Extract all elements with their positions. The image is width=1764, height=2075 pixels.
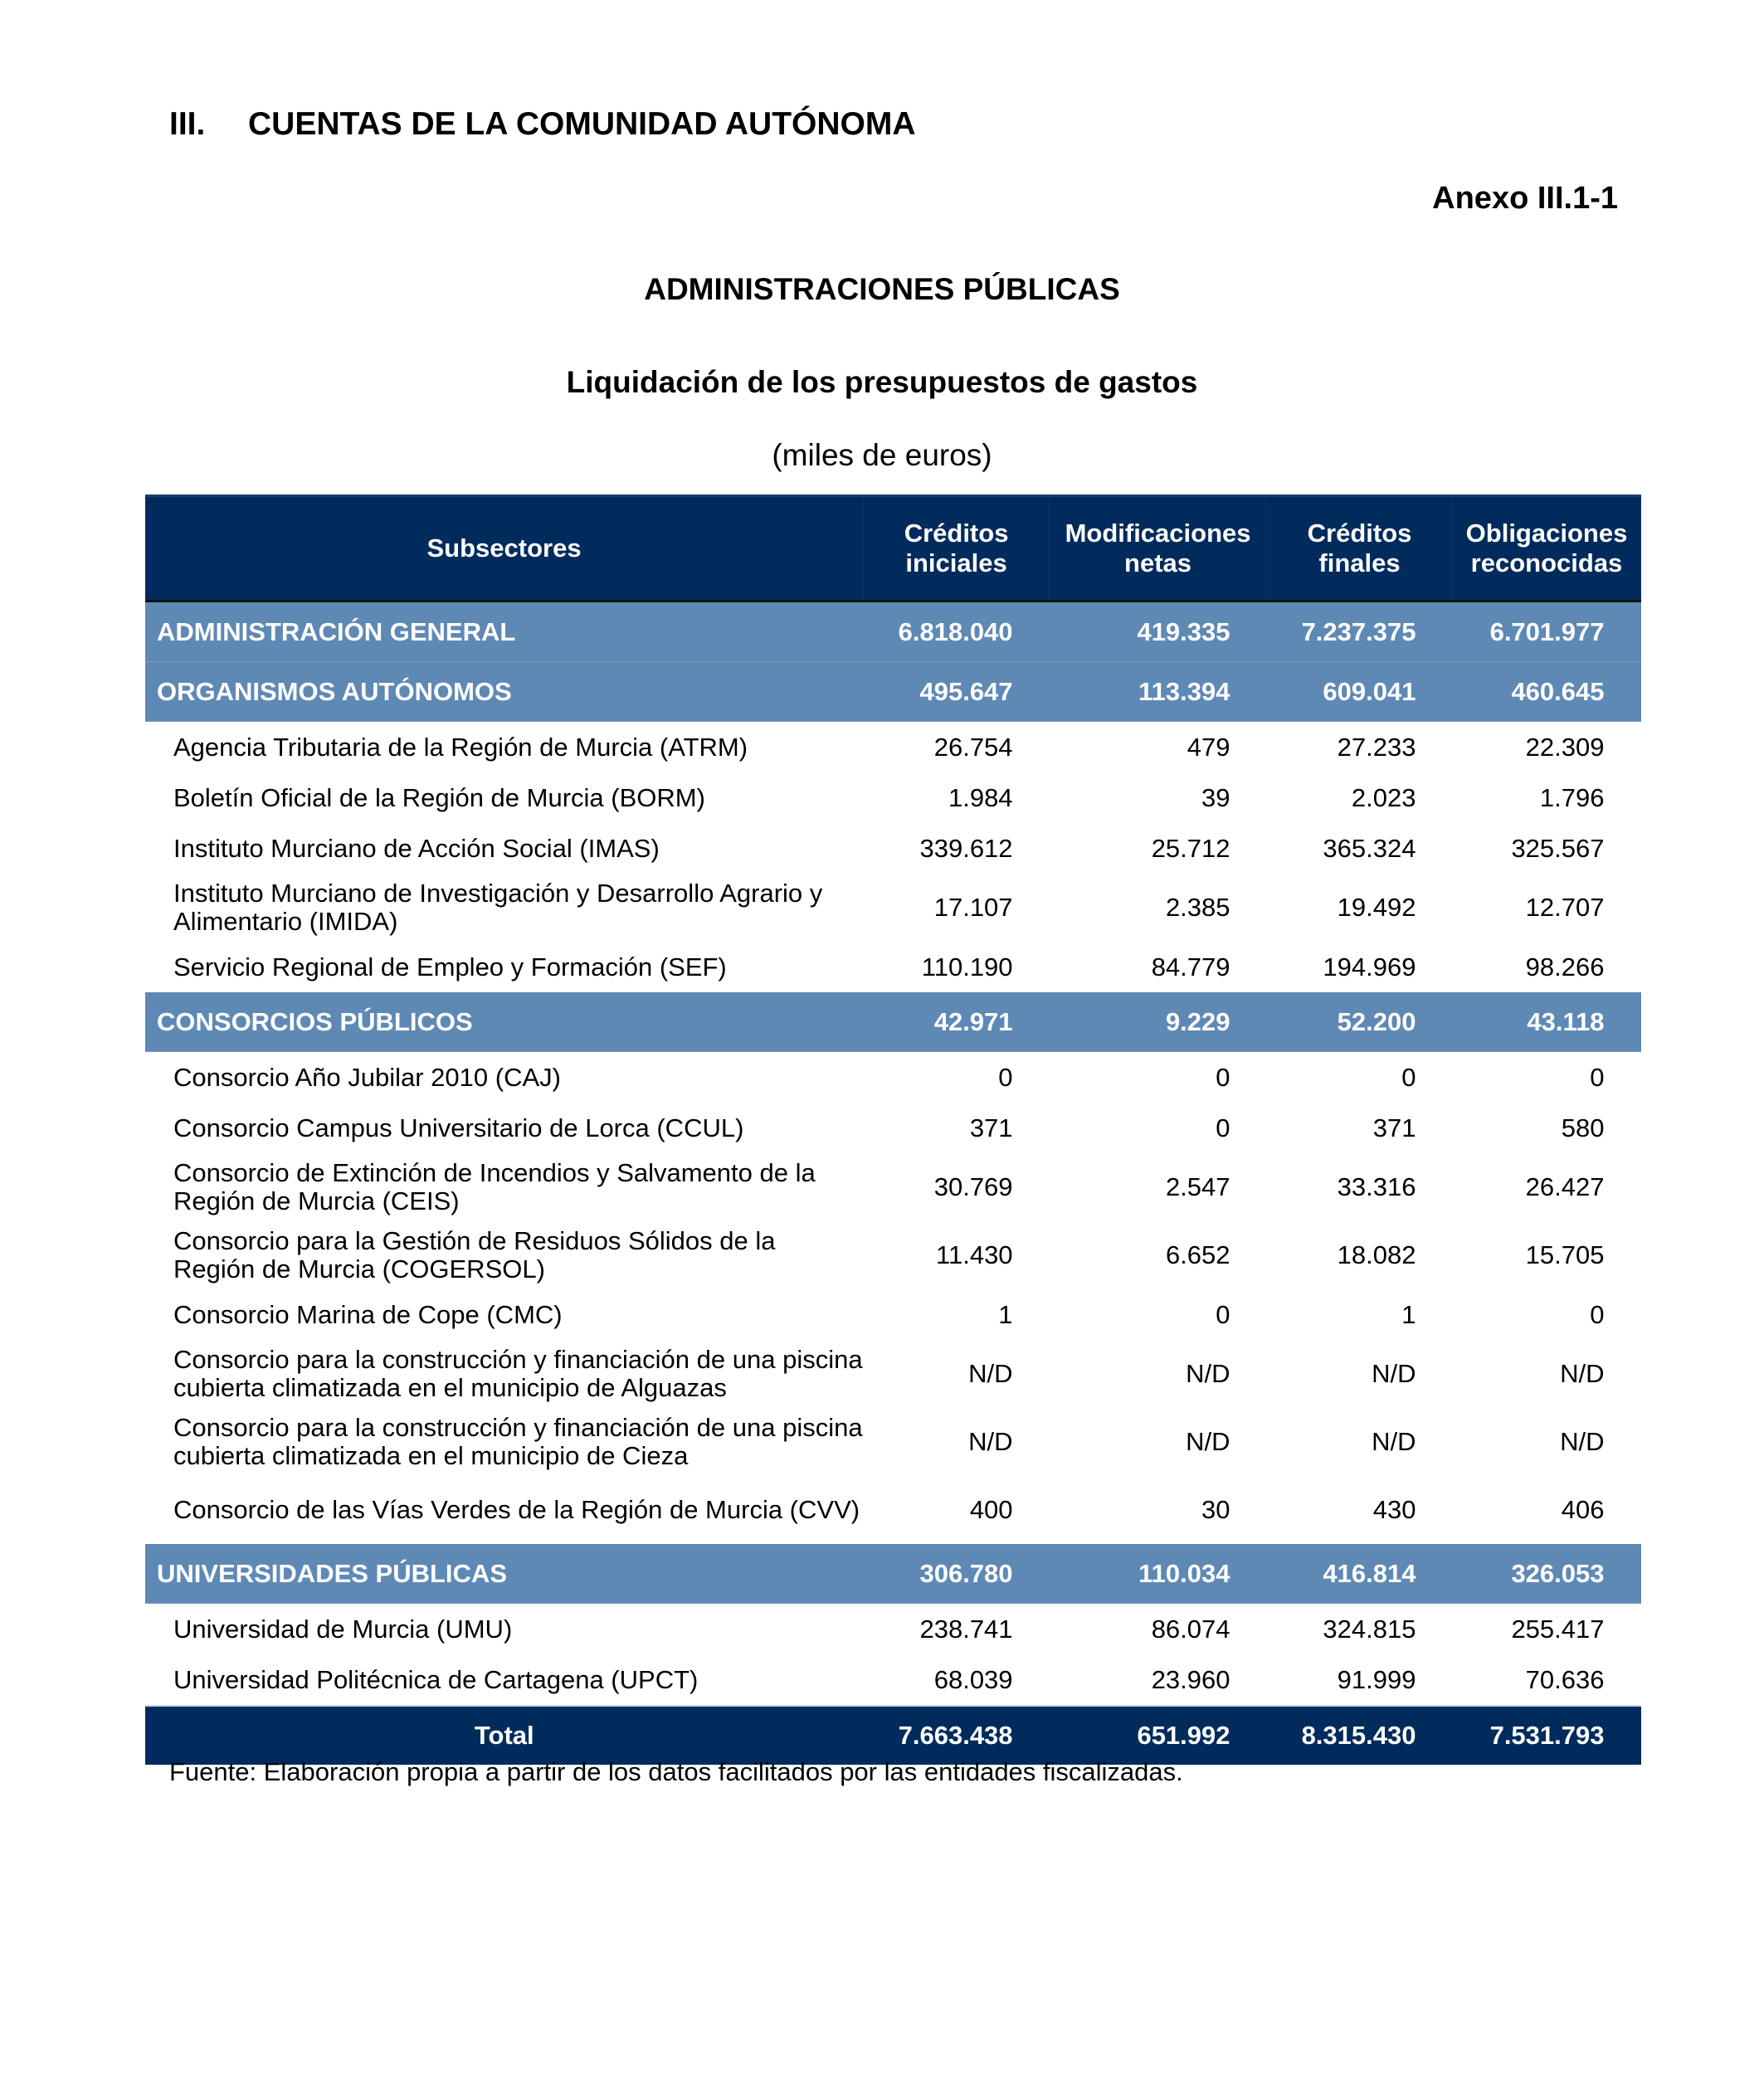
row-label: CONSORCIOS PÚBLICOS <box>145 992 864 1052</box>
row-value: 113.394 <box>1050 662 1267 722</box>
column-header: Créditos iniciales <box>864 496 1050 602</box>
column-header: Subsectores <box>145 496 864 602</box>
row-value: 86.074 <box>1151 1614 1230 1644</box>
row-value: 22.309 <box>1525 732 1605 762</box>
units-label: (miles de euros) <box>772 438 992 472</box>
row-label: ORGANISMOS AUTÓNOMOS <box>145 662 864 722</box>
row-value: 23.960 <box>1151 1664 1230 1694</box>
group-row <box>145 992 1641 1052</box>
row-value: 18.082 <box>1337 1240 1416 1269</box>
row-value: 43.118 <box>1452 992 1640 1052</box>
row-value: 1 <box>1401 1299 1416 1329</box>
row-value: 495.647 <box>864 662 1050 722</box>
row-value: 400 <box>969 1495 1013 1524</box>
row-value: 609.041 <box>1267 662 1453 722</box>
row-value: 8.315.430 <box>1267 1706 1453 1765</box>
row-value: 0 <box>1216 1113 1230 1142</box>
row-value: 19.492 <box>1337 893 1416 922</box>
row-value: 7.663.438 <box>864 1706 1050 1765</box>
row-value: 7.531.793 <box>1452 1706 1640 1765</box>
row-value: 1.984 <box>948 782 1013 812</box>
row-label: Universidad Politécnica de Cartagena (UPCT) <box>173 1664 699 1694</box>
source-note: Fuente: Elaboración propia a partir de los datos facilitados por las entidades fiscalizadas. <box>169 1757 1183 1786</box>
table-row <box>145 942 1641 992</box>
row-value: 110.190 <box>921 952 1013 981</box>
table-row <box>145 1654 1641 1706</box>
row-label: Consorcio para la construcción y financiación de una piscina cubierta climatizada en el municipio de Cieza <box>173 1413 863 1470</box>
row-value: 580 <box>1561 1113 1605 1142</box>
row-value: N/D <box>1560 1359 1605 1388</box>
row-label: Universidad de Murcia (UMU) <box>173 1614 513 1644</box>
row-value: 0 <box>1216 1062 1230 1092</box>
row-value: 26.754 <box>933 732 1013 762</box>
row-value: 0 <box>1590 1062 1605 1092</box>
row-value: 70.636 <box>1525 1664 1605 1694</box>
row-value: N/D <box>1186 1359 1230 1388</box>
row-value: 419.335 <box>1050 602 1267 662</box>
table-row <box>145 874 1641 942</box>
row-value: 98.266 <box>1525 952 1605 981</box>
row-value: 0 <box>1401 1062 1416 1092</box>
row-value: 42.971 <box>864 992 1050 1052</box>
row-value: 26.427 <box>1525 1172 1605 1201</box>
row-value: 30.769 <box>933 1172 1013 1201</box>
table-row <box>145 1052 1641 1103</box>
row-value: 52.200 <box>1267 992 1453 1052</box>
table-row <box>145 1103 1641 1153</box>
group-row <box>145 602 1641 662</box>
row-value: 12.707 <box>1525 893 1605 922</box>
total-row <box>145 1706 1641 1765</box>
row-value: 6.701.977 <box>1452 602 1640 662</box>
row-value: 365.324 <box>1323 833 1416 863</box>
row-value: 2.023 <box>1351 782 1416 812</box>
row-label: Servicio Regional de Empleo y Formación (SEF) <box>173 952 727 981</box>
row-value: 39 <box>1201 782 1230 812</box>
heading: ADMINISTRACIONES PÚBLICAS <box>644 272 1120 306</box>
section-number: III. <box>169 106 206 142</box>
group-row <box>145 1544 1641 1604</box>
row-value: 7.237.375 <box>1267 602 1453 662</box>
table-row <box>145 823 1641 874</box>
row-label: Consorcio de Extinción de Incendios y Salvamento de la Región de Murcia (CEIS) <box>173 1158 816 1215</box>
row-value: 651.992 <box>1050 1706 1267 1765</box>
group-row <box>145 662 1641 722</box>
row-value: 0 <box>1590 1299 1605 1329</box>
row-label: Consorcio Marina de Cope (CMC) <box>173 1299 563 1329</box>
section-title <box>169 106 916 143</box>
row-value: 11.430 <box>936 1240 1013 1269</box>
row-value: 0 <box>998 1062 1013 1092</box>
subheading: Liquidación de los presupuestos de gastos <box>566 365 1198 399</box>
row-value: 416.814 <box>1267 1544 1453 1604</box>
row-value: N/D <box>1372 1359 1416 1388</box>
table-row <box>145 722 1641 773</box>
row-value: 0 <box>1216 1299 1230 1329</box>
row-value: 306.780 <box>864 1544 1050 1604</box>
table-row <box>145 1408 1641 1476</box>
row-value: 194.969 <box>1323 952 1416 981</box>
table-row <box>145 1289 1641 1340</box>
row-value: N/D <box>1186 1427 1230 1456</box>
row-label: ADMINISTRACIÓN GENERAL <box>145 602 864 662</box>
row-value: 238.741 <box>919 1614 1013 1644</box>
table-row <box>145 1340 1641 1408</box>
row-value: N/D <box>1560 1427 1605 1456</box>
row-value: 2.385 <box>1165 893 1230 922</box>
table-row <box>145 1476 1641 1544</box>
row-value: 17.107 <box>933 893 1013 922</box>
row-value: 326.053 <box>1452 1544 1640 1604</box>
row-value: N/D <box>1372 1427 1416 1456</box>
row-value: 339.612 <box>919 833 1013 863</box>
row-value: 91.999 <box>1337 1664 1416 1694</box>
row-value: 110.034 <box>1050 1544 1267 1604</box>
row-label: Boletín Oficial de la Región de Murcia (BORM) <box>173 782 705 812</box>
annex-label: Anexo III.1-1 <box>1432 181 1618 216</box>
table-row <box>145 772 1641 823</box>
row-value: 371 <box>1372 1113 1416 1142</box>
table-row <box>145 1221 1641 1289</box>
row-label: Consorcio de las Vías Verdes de la Región de Murcia (CVV) <box>173 1495 860 1524</box>
column-header: Modificaciones netas <box>1050 496 1267 602</box>
row-label: Consorcio Campus Universitario de Lorca (CCUL) <box>173 1113 744 1142</box>
row-label: UNIVERSIDADES PÚBLICAS <box>145 1544 864 1604</box>
row-value: 255.417 <box>1511 1614 1605 1644</box>
table-row <box>145 1604 1641 1655</box>
row-value: 30 <box>1201 1495 1230 1524</box>
table-row <box>145 1153 1641 1221</box>
row-value: 430 <box>1372 1495 1416 1524</box>
row-value: 2.547 <box>1165 1172 1230 1201</box>
row-value: 9.229 <box>1050 992 1267 1052</box>
row-value: 25.712 <box>1151 833 1230 863</box>
column-header: Créditos finales <box>1267 496 1453 602</box>
row-value: N/D <box>968 1427 1013 1456</box>
row-value: 1.796 <box>1539 782 1605 812</box>
row-value: 479 <box>1187 732 1230 762</box>
budget-table <box>145 494 1641 1765</box>
row-value: 6.818.040 <box>864 602 1050 662</box>
row-label: Consorcio para la construcción y financiación de una piscina cubierta climatizada en el municipio de Alguazas <box>173 1345 863 1402</box>
row-label: Consorcio Año Jubilar 2010 (CAJ) <box>173 1062 561 1092</box>
row-label: Total <box>145 1706 864 1765</box>
row-value: 406 <box>1561 1495 1605 1524</box>
section-title-text: CUENTAS DE LA COMUNIDAD AUTÓNOMA <box>248 106 916 142</box>
row-value: 325.567 <box>1511 833 1605 863</box>
row-value: 1 <box>998 1299 1013 1329</box>
row-label: Agencia Tributaria de la Región de Murcia (ATRM) <box>173 732 748 762</box>
row-value: 371 <box>969 1113 1013 1142</box>
row-label: Instituto Murciano de Investigación y Desarrollo Agrario y Alimentario (IMIDA) <box>173 879 823 936</box>
row-value: 33.316 <box>1337 1172 1416 1201</box>
row-value: 68.039 <box>933 1664 1013 1694</box>
row-value: 324.815 <box>1323 1614 1416 1644</box>
row-value: 460.645 <box>1452 662 1640 722</box>
row-value: N/D <box>968 1359 1013 1388</box>
row-label: Consorcio para la Gestión de Residuos Sólidos de la Región de Murcia (COGERSOL) <box>173 1226 776 1283</box>
column-header: Obligaciones reconocidas <box>1452 496 1640 602</box>
row-label: Instituto Murciano de Acción Social (IMAS) <box>173 833 660 863</box>
row-value: 15.705 <box>1525 1240 1605 1269</box>
row-value: 27.233 <box>1337 732 1416 762</box>
row-value: 84.779 <box>1151 952 1230 981</box>
row-value: 6.652 <box>1165 1240 1230 1269</box>
